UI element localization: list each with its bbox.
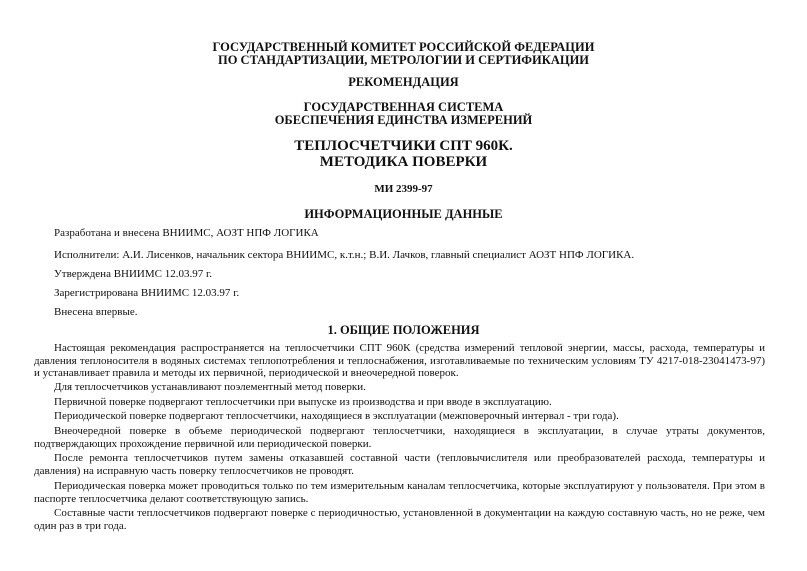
system-line-2: ОБЕСПЕЧЕНИЯ ЕДИНСТВА ИЗМЕРЕНИЙ [274,113,533,127]
info-approved: Утверждена ВНИИМС 12.03.97 г. [54,268,213,280]
info-developed: Разработана и внесена ВНИИМС, АОЗТ НПФ ЛОГИКА [54,227,319,239]
paragraph-repair: После ремонта теплосчетчиков путем замены отказавшей составной части (тепловычислителя или преобразователей расхода, температуры и давления) на исправную часть поверку теплосчетчиков не проводят. [34,452,765,477]
info-heading: ИНФОРМАЦИОННЫЕ ДАННЫЕ [304,207,503,221]
doc-type: РЕКОМЕНДАЦИЯ [348,75,459,89]
info-authors: Исполнители: А.И. Лисенков, начальник сектора ВНИИМС, к.т.н.; В.И. Лачков, главный специалист АОЗТ НПФ ЛОГИКА. [54,249,635,261]
org-line-2: ПО СТАНДАРТИЗАЦИИ, МЕТРОЛОГИИ И СЕРТИФИКАЦИИ [217,53,590,67]
paragraph-periodic: Периодической поверке подвергают теплосчетчики, находящиеся в эксплуатации (межповерочный интервал - три года). [54,410,619,422]
title-line-2: МЕТОДИКА ПОВЕРКИ [319,154,488,170]
info-registered: Зарегистрирована ВНИИМС 12.03.97 г. [54,287,240,299]
paragraph-components: Составные части теплосчетчиков подвергают поверке с периодичностью, установленной в документации на каждую составную часть, но не реже, чем один раз в три года. [34,507,765,532]
info-first-introduced: Внесена впервые. [54,306,138,318]
paragraph-extraordinary: Внеочередной поверке в объеме периодической подвергают теплосчетчики, находящиеся в эксплуатации, в случае утраты документов, подтверждающих прохождение первичной или периодической поверки. [34,425,765,450]
paragraph-partial: Периодическая поверка может проводиться только по тем измерительным каналам теплосчетчика, которые эксплуатируют у пользователя. При этом в паспорте теплосчетчика делают соответствующую запись. [34,480,765,505]
document-code: МИ 2399-97 [374,183,433,195]
paragraph-method: Для теплосчетчиков устанавливают поэлементный метод поверки. [54,381,366,393]
title-line-1: ТЕПЛОСЧЕТЧИКИ СПТ 960К. [294,138,513,154]
section-1-heading: 1. ОБЩИЕ ПОЛОЖЕНИЯ [327,323,480,337]
paragraph-primary: Первичной поверке подвергают теплосчетчики при выпуске из производства и при вводе в эксплуатацию. [54,396,552,408]
system-line-1: ГОСУДАРСТВЕННАЯ СИСТЕМА [303,100,504,114]
paragraph-scope: Настоящая рекомендация распространяется на теплосчетчики СПТ 960К (средства измерений тепловой энергии, массы, расхода, температуры и давления теплоносителя в водяных системах теплопотребления и теплоснабжения, изготавливаемые по техническим условиям ТУ 4217-018-23041473-97) и устанавливает правила и методы их первичной, периодической и внеочередной поверок. [34,342,765,380]
org-line-1: ГОСУДАРСТВЕННЫЙ КОМИТЕТ РОССИЙСКОЙ ФЕДЕРАЦИИ [212,40,595,54]
